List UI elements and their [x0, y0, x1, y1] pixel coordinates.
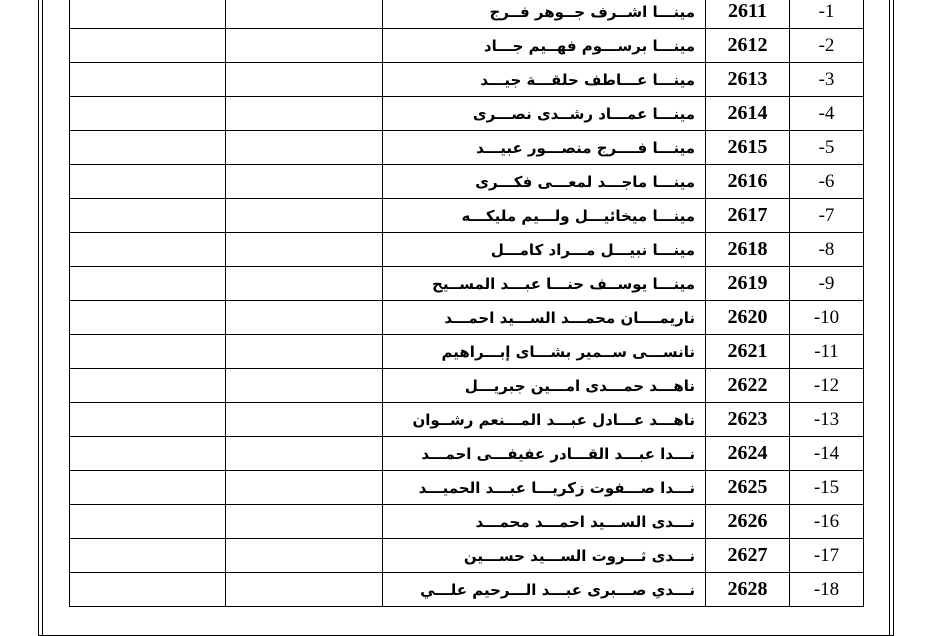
row-index: -6 [790, 165, 864, 199]
student-name: مينـــا نبيـــل مـــراد كامـــل [383, 233, 706, 267]
blank-cell [70, 199, 226, 233]
table-row [70, 335, 864, 369]
blank-cell [226, 267, 383, 301]
table-row [70, 165, 864, 199]
blank-cell [226, 335, 383, 369]
seat-number: 2615 [706, 131, 790, 165]
student-name: مينـــا فــــرج منصـــور عبيـــد [383, 131, 706, 165]
student-name: مينـــا عمـــاد رشــدى نصـــرى [383, 97, 706, 131]
row-index: -18 [790, 573, 864, 607]
row-index: -7 [790, 199, 864, 233]
table-row [70, 539, 864, 573]
blank-cell [226, 403, 383, 437]
table-row [70, 369, 864, 403]
table-row [70, 199, 864, 233]
roster-body [70, 0, 864, 607]
student-name: مينـــا اشــرف جــوهر فــرج [383, 0, 706, 29]
blank-cell [226, 539, 383, 573]
blank-cell [70, 573, 226, 607]
table-row [70, 505, 864, 539]
seat-number: 2616 [706, 165, 790, 199]
blank-cell [226, 437, 383, 471]
blank-cell [70, 267, 226, 301]
blank-cell [70, 301, 226, 335]
blank-cell [70, 97, 226, 131]
seat-number: 2621 [706, 335, 790, 369]
table-row [70, 301, 864, 335]
row-index: -14 [790, 437, 864, 471]
student-name: نانســـى ســمير بشـــاى إبـــراهيم [383, 335, 706, 369]
table-row [70, 573, 864, 607]
student-name: مينـــا برســـوم فهــيم جـــاد [383, 29, 706, 63]
student-name: ناهـــد عـــادل عبـــد المـــنعم رشــوان [383, 403, 706, 437]
table-row [70, 471, 864, 505]
seat-number: 2613 [706, 63, 790, 97]
table-row [70, 29, 864, 63]
seat-number: 2626 [706, 505, 790, 539]
blank-cell [226, 97, 383, 131]
seat-number: 2618 [706, 233, 790, 267]
student-name: نـــدي صـــبرى عبـــد الـــرحيم علـــي [383, 573, 706, 607]
blank-cell [226, 199, 383, 233]
student-name: نـــدى ثـــروت الســـيد حســـين [383, 539, 706, 573]
blank-cell [70, 471, 226, 505]
blank-cell [226, 573, 383, 607]
blank-cell [70, 233, 226, 267]
student-name: مينـــا ميخائيـــل ولـــيم مليكـــه [383, 199, 706, 233]
row-index: -17 [790, 539, 864, 573]
row-index: -9 [790, 267, 864, 301]
row-index: -11 [790, 335, 864, 369]
seat-number: 2622 [706, 369, 790, 403]
student-name: ناريمــــان محمـــد الســـيد احمـــد [383, 301, 706, 335]
table-row [70, 233, 864, 267]
table-row [70, 267, 864, 301]
student-name: نـــدا صـــفوت زكريـــا عبـــد الحميـــد [383, 471, 706, 505]
row-index: -13 [790, 403, 864, 437]
blank-cell [70, 369, 226, 403]
student-name: مينـــا ماجـــد لمعـــى فكـــرى [383, 165, 706, 199]
blank-cell [70, 63, 226, 97]
row-index: -10 [790, 301, 864, 335]
seat-number: 2628 [706, 573, 790, 607]
row-index: -8 [790, 233, 864, 267]
blank-cell [226, 165, 383, 199]
student-name: نـــدا عبـــد القـــادر عفيفـــى احمـــد [383, 437, 706, 471]
blank-cell [226, 63, 383, 97]
seat-number: 2612 [706, 29, 790, 63]
student-name: نـــدى الســـيد احمـــد محمـــد [383, 505, 706, 539]
table-row [70, 97, 864, 131]
student-name: مينـــا يوســف حنـــا عبـــد المســيح [383, 267, 706, 301]
blank-cell [70, 505, 226, 539]
row-index: -5 [790, 131, 864, 165]
table-row [70, 437, 864, 471]
seat-number: 2625 [706, 471, 790, 505]
table-row [70, 0, 864, 29]
blank-cell [226, 505, 383, 539]
seat-number: 2627 [706, 539, 790, 573]
student-roster-table [69, 0, 864, 607]
blank-cell [226, 29, 383, 63]
seat-number: 2624 [706, 437, 790, 471]
blank-cell [226, 301, 383, 335]
blank-cell [70, 131, 226, 165]
blank-cell [70, 29, 226, 63]
student-name: مينـــا عـــاطف حلقـــة جيـــد [383, 63, 706, 97]
blank-cell [70, 403, 226, 437]
blank-cell [226, 233, 383, 267]
seat-number: 2611 [706, 0, 790, 29]
blank-cell [226, 369, 383, 403]
row-index: -16 [790, 505, 864, 539]
row-index: -12 [790, 369, 864, 403]
student-name: ناهـــد حمـــدى امـــين جبريـــل [383, 369, 706, 403]
blank-cell [70, 0, 226, 29]
seat-number: 2614 [706, 97, 790, 131]
row-index: -3 [790, 63, 864, 97]
table-row [70, 131, 864, 165]
blank-cell [226, 131, 383, 165]
table-row [70, 403, 864, 437]
row-index: -4 [790, 97, 864, 131]
table-row [70, 63, 864, 97]
seat-number: 2620 [706, 301, 790, 335]
blank-cell [70, 437, 226, 471]
row-index: -15 [790, 471, 864, 505]
seat-number: 2619 [706, 267, 790, 301]
row-index: -1 [790, 0, 864, 29]
seat-number: 2617 [706, 199, 790, 233]
blank-cell [226, 471, 383, 505]
blank-cell [70, 539, 226, 573]
blank-cell [70, 165, 226, 199]
blank-cell [70, 335, 226, 369]
row-index: -2 [790, 29, 864, 63]
blank-cell [226, 0, 383, 29]
seat-number: 2623 [706, 403, 790, 437]
